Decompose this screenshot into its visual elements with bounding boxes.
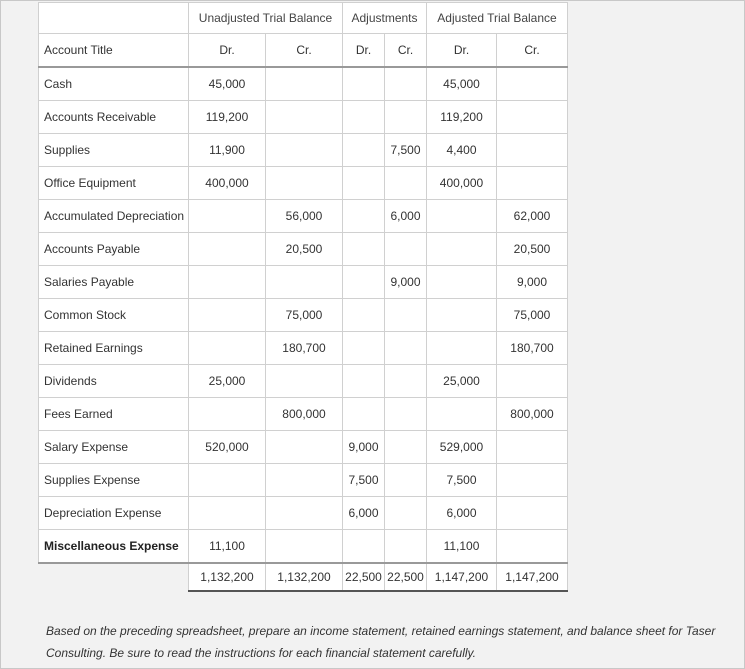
- unadjusted-cr-header: Cr.: [266, 34, 343, 68]
- account-title-cell: Accounts Payable: [39, 233, 189, 266]
- amount-cell-ut-dr: 400,000: [189, 167, 266, 200]
- adjustments-dr-header: Dr.: [343, 34, 385, 68]
- amount-cell-adj-cr: [385, 67, 427, 101]
- account-title-cell: Supplies: [39, 134, 189, 167]
- amount-cell-adj-cr: 9,000: [385, 266, 427, 299]
- amount-cell-at-cr: 9,000: [497, 266, 568, 299]
- adjusted-dr-header: Dr.: [427, 34, 497, 68]
- totals-row: [39, 563, 568, 591]
- amount-cell-at-cr: 800,000: [497, 398, 568, 431]
- totals-blank-cell: [39, 563, 189, 591]
- amount-cell-at-cr: 75,000: [497, 299, 568, 332]
- amount-cell-at-dr: 119,200: [427, 101, 497, 134]
- table-row: [39, 67, 568, 101]
- table-row: [39, 497, 568, 530]
- amount-cell-ut-cr: 20,500: [266, 233, 343, 266]
- amount-cell-adj-dr: 7,500: [343, 464, 385, 497]
- amount-cell-adj-dr: [343, 101, 385, 134]
- amount-cell-ut-dr: [189, 299, 266, 332]
- amount-cell-adj-cr: 7,500: [385, 134, 427, 167]
- amount-cell-at-dr: [427, 233, 497, 266]
- header-blank-cell: [39, 3, 189, 34]
- amount-cell-ut-dr: [189, 266, 266, 299]
- amount-cell-adj-dr: [343, 167, 385, 200]
- amount-cell-at-dr: 45,000: [427, 67, 497, 101]
- table-row: [39, 431, 568, 464]
- total-cell-adj-dr: 22,500: [343, 563, 385, 591]
- account-title-cell: Accounts Receivable: [39, 101, 189, 134]
- total-cell-adj-cr: 22,500: [385, 563, 427, 591]
- amount-cell-ut-dr: 11,100: [189, 530, 266, 564]
- amount-cell-at-dr: [427, 398, 497, 431]
- amount-cell-ut-dr: [189, 233, 266, 266]
- table-row: [39, 101, 568, 134]
- amount-cell-at-cr: 180,700: [497, 332, 568, 365]
- amount-cell-adj-cr: [385, 530, 427, 564]
- amount-cell-at-dr: 4,400: [427, 134, 497, 167]
- table-row: [39, 266, 568, 299]
- group-header-row: [39, 3, 568, 34]
- total-cell-ut-dr: 1,132,200: [189, 563, 266, 591]
- amount-cell-ut-dr: 119,200: [189, 101, 266, 134]
- amount-cell-at-cr: [497, 167, 568, 200]
- total-cell-at-cr: 1,147,200: [497, 563, 568, 591]
- amount-cell-adj-cr: [385, 398, 427, 431]
- amount-cell-at-cr: [497, 67, 568, 101]
- amount-cell-at-cr: [497, 365, 568, 398]
- amount-cell-adj-cr: [385, 233, 427, 266]
- account-title-cell: Accumulated Depreciation: [39, 200, 189, 233]
- account-title-cell: Office Equipment: [39, 167, 189, 200]
- table-row: [39, 200, 568, 233]
- amount-cell-at-cr: [497, 101, 568, 134]
- account-title-cell: Depreciation Expense: [39, 497, 189, 530]
- amount-cell-at-cr: 62,000: [497, 200, 568, 233]
- amount-cell-ut-cr: [266, 167, 343, 200]
- amount-cell-ut-dr: [189, 332, 266, 365]
- amount-cell-at-cr: [497, 497, 568, 530]
- amount-cell-at-dr: [427, 299, 497, 332]
- amount-cell-adj-cr: [385, 497, 427, 530]
- amount-cell-at-cr: 20,500: [497, 233, 568, 266]
- account-title-cell: Salary Expense: [39, 431, 189, 464]
- amount-cell-ut-cr: [266, 497, 343, 530]
- amount-cell-ut-cr: 180,700: [266, 332, 343, 365]
- amount-cell-adj-cr: [385, 464, 427, 497]
- account-title-cell: Fees Earned: [39, 398, 189, 431]
- unadjusted-trial-balance-header: Unadjusted Trial Balance: [189, 3, 343, 34]
- amount-cell-adj-cr: [385, 365, 427, 398]
- amount-cell-at-dr: 11,100: [427, 530, 497, 564]
- total-cell-at-dr: 1,147,200: [427, 563, 497, 591]
- amount-cell-at-dr: 400,000: [427, 167, 497, 200]
- adjusted-cr-header: Cr.: [497, 34, 568, 68]
- amount-cell-adj-cr: [385, 431, 427, 464]
- amount-cell-adj-dr: [343, 530, 385, 564]
- total-cell-ut-cr: 1,132,200: [266, 563, 343, 591]
- amount-cell-ut-cr: [266, 365, 343, 398]
- instructions-text: Based on the preceding spreadsheet, prepare an income statement, retained earnings statement, and balance sheet for Taser Consulting. Be sure to read the instructions for each financial statement carefully.: [46, 624, 716, 660]
- amount-cell-at-cr: [497, 530, 568, 564]
- table-row: [39, 530, 568, 564]
- adjusted-trial-balance-header: Adjusted Trial Balance: [427, 3, 568, 34]
- account-title-cell: Common Stock: [39, 299, 189, 332]
- account-title-cell: Cash: [39, 67, 189, 101]
- amount-cell-ut-cr: 75,000: [266, 299, 343, 332]
- amount-cell-ut-dr: [189, 398, 266, 431]
- account-title-cell: Salaries Payable: [39, 266, 189, 299]
- amount-cell-adj-dr: [343, 332, 385, 365]
- table-row: [39, 365, 568, 398]
- account-title-header: Account Title: [39, 34, 189, 68]
- amount-cell-at-cr: [497, 431, 568, 464]
- table-row: [39, 233, 568, 266]
- amount-cell-ut-cr: [266, 67, 343, 101]
- amount-cell-adj-cr: [385, 167, 427, 200]
- amount-cell-ut-dr: 11,900: [189, 134, 266, 167]
- column-header-row: [39, 34, 568, 68]
- amount-cell-adj-dr: [343, 365, 385, 398]
- amount-cell-adj-dr: [343, 398, 385, 431]
- amount-cell-adj-cr: [385, 332, 427, 365]
- amount-cell-adj-dr: [343, 233, 385, 266]
- table-row: [39, 464, 568, 497]
- amount-cell-ut-cr: 800,000: [266, 398, 343, 431]
- adjustments-header: Adjustments: [343, 3, 427, 34]
- account-title-cell: Miscellaneous Expense: [39, 530, 189, 564]
- account-title-cell: Dividends: [39, 365, 189, 398]
- amount-cell-at-dr: 7,500: [427, 464, 497, 497]
- amount-cell-ut-dr: 25,000: [189, 365, 266, 398]
- amount-cell-ut-cr: [266, 266, 343, 299]
- amount-cell-ut-dr: [189, 464, 266, 497]
- amount-cell-at-dr: 6,000: [427, 497, 497, 530]
- unadjusted-dr-header: Dr.: [189, 34, 266, 68]
- table-row: [39, 299, 568, 332]
- amount-cell-ut-cr: [266, 464, 343, 497]
- table-row: [39, 167, 568, 200]
- account-title-cell: Retained Earnings: [39, 332, 189, 365]
- amount-cell-ut-dr: 45,000: [189, 67, 266, 101]
- table-row: [39, 398, 568, 431]
- amount-cell-ut-dr: 520,000: [189, 431, 266, 464]
- amount-cell-adj-dr: [343, 134, 385, 167]
- adjustments-cr-header: Cr.: [385, 34, 427, 68]
- amount-cell-ut-cr: [266, 101, 343, 134]
- amount-cell-adj-dr: [343, 200, 385, 233]
- amount-cell-ut-cr: [266, 530, 343, 564]
- table-row: [39, 332, 568, 365]
- amount-cell-adj-cr: [385, 101, 427, 134]
- amount-cell-adj-dr: 9,000: [343, 431, 385, 464]
- account-title-cell: Supplies Expense: [39, 464, 189, 497]
- amount-cell-adj-cr: 6,000: [385, 200, 427, 233]
- amount-cell-at-dr: [427, 266, 497, 299]
- amount-cell-at-dr: [427, 332, 497, 365]
- amount-cell-adj-dr: [343, 266, 385, 299]
- amount-cell-at-cr: [497, 464, 568, 497]
- amount-cell-ut-cr: [266, 134, 343, 167]
- amount-cell-ut-dr: [189, 497, 266, 530]
- amount-cell-at-cr: [497, 134, 568, 167]
- amount-cell-at-dr: 529,000: [427, 431, 497, 464]
- amount-cell-adj-dr: [343, 67, 385, 101]
- amount-cell-adj-cr: [385, 299, 427, 332]
- amount-cell-adj-dr: 6,000: [343, 497, 385, 530]
- worksheet-table: [38, 2, 568, 592]
- amount-cell-adj-dr: [343, 299, 385, 332]
- amount-cell-at-dr: [427, 200, 497, 233]
- amount-cell-ut-cr: [266, 431, 343, 464]
- amount-cell-ut-cr: 56,000: [266, 200, 343, 233]
- table-row: [39, 134, 568, 167]
- amount-cell-ut-dr: [189, 200, 266, 233]
- amount-cell-at-dr: 25,000: [427, 365, 497, 398]
